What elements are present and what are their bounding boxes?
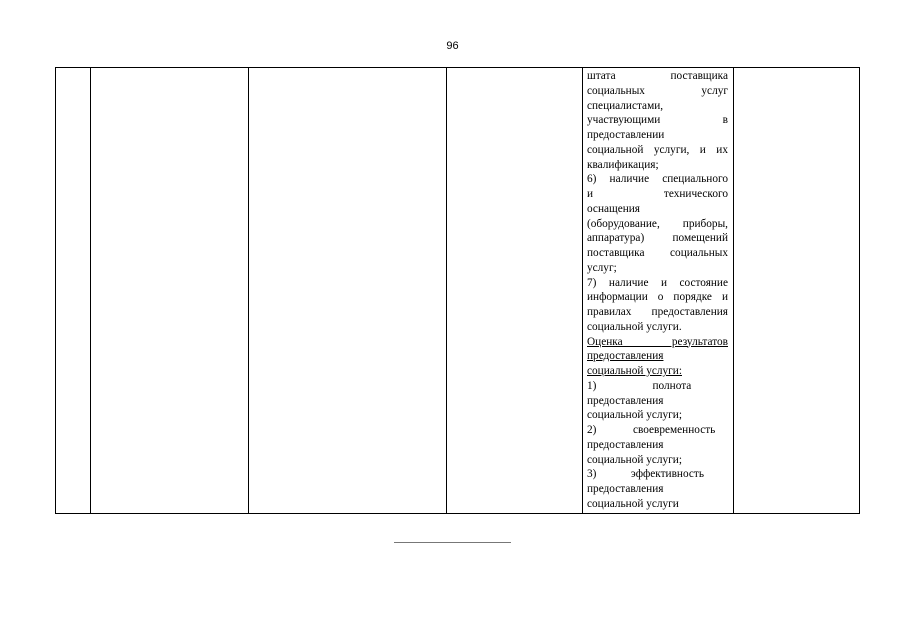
criteria-line: предоставления — [587, 350, 664, 363]
criteria-line: предоставлении — [587, 129, 665, 141]
criteria-line: социальной услуги; — [587, 409, 682, 422]
criteria-line: 7) наличие и состояние — [587, 276, 728, 289]
criteria-line: 3) эффективность — [587, 468, 705, 481]
table-cell-conditions — [734, 68, 860, 514]
criteria-line: 1) полнота — [587, 379, 692, 392]
criteria-line: участвующими в — [587, 114, 728, 127]
criteria-line: 2) своевременность — [587, 424, 716, 436]
criteria-line: предоставления — [587, 483, 664, 495]
criteria-line: услуг; — [587, 261, 617, 274]
table-cell-description — [249, 68, 447, 514]
criteria-line: квалификация; — [587, 158, 659, 171]
criteria-line: специалистами, — [587, 99, 664, 112]
criteria-line: предоставления — [587, 438, 664, 451]
table-row — [56, 68, 860, 514]
criteria-line: аппаратура) помещений — [587, 232, 728, 245]
criteria-line: социальной услуги: — [587, 365, 682, 377]
criteria-line: 6) наличие специального — [587, 173, 728, 186]
criteria-line: и технического — [587, 188, 728, 200]
criteria-line: социальных услуг — [587, 84, 728, 97]
footnote-separator — [394, 542, 511, 543]
criteria-line: поставщика социальных — [587, 247, 728, 259]
criteria-line: социальной услуги. — [587, 320, 682, 333]
criteria-line: правилах предоставления — [587, 306, 728, 318]
table-cell-service-name — [91, 68, 249, 514]
standards-table — [55, 67, 860, 514]
criteria-line: штата поставщика — [587, 70, 728, 82]
criteria-line: информации о порядке и — [587, 291, 728, 304]
criteria-line: Оценка результатов — [587, 335, 728, 348]
table-cell-number — [56, 68, 91, 514]
criteria-line: (оборудование, приборы, — [587, 217, 728, 230]
criteria-line: оснащения — [587, 202, 641, 215]
table-cell-terms — [447, 68, 583, 514]
table-cell-quality-criteria — [583, 68, 734, 514]
quality-criteria-text — [583, 68, 733, 513]
criteria-line: социальной услуги — [587, 497, 679, 510]
criteria-line: социальной услуги, и их — [587, 143, 728, 156]
page-number: 96 — [446, 40, 459, 52]
criteria-line: предоставления — [587, 394, 664, 407]
criteria-line: социальной услуги; — [587, 453, 682, 466]
